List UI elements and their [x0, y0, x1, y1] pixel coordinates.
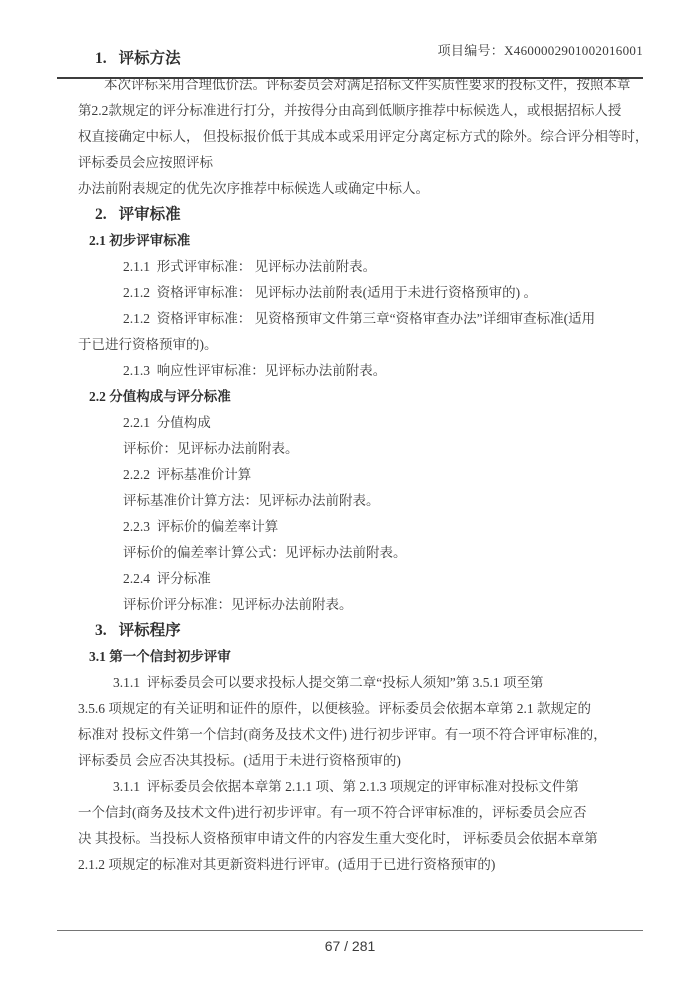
heading-title: 评审标准 [118, 206, 181, 223]
text-line: 评标价评分标准：见评标办法前附表。 [123, 597, 353, 612]
document-body [78, 46, 648, 878]
text-line: 权直接确定中标人， 但投标报价低于其成本或采用评定分离定标方式的除外。综合评分相等时， [78, 129, 649, 144]
text-line: 评标价的偏差率计算公式：见评标办法前附表。 [123, 545, 407, 560]
page-number: 67 / 281 [324, 938, 376, 954]
subsection-heading-3-1: 3.1 第一个信封初步评审 [89, 649, 231, 664]
text-line: 2.2.4 评分标准 [123, 571, 211, 586]
text-line: 2.2.2 评标基准价计算 [123, 467, 252, 482]
text-line: 3.1.1 评标委员会可以要求投标人提交第二章“投标人须知”第 3.5.1 项至第 [113, 675, 544, 690]
text-line: 2.1.1 形式评审标准： 见评标办法前附表。 [123, 259, 377, 274]
text-line: 2.1.2 项规定的标准对其更新资料进行评审。(适用于已进行资格预审的) [78, 857, 496, 872]
heading-title: 评标程序 [118, 622, 181, 639]
text-line: 2.1.2 资格评审标准： 见评标办法前附表(适用于未进行资格预审的) 。 [123, 285, 537, 300]
text-line: 本次评标采用合理低价法。评标委员会对满足招标文件实质性要求的投标文件，按照本章 [104, 77, 631, 92]
footer-rule [57, 930, 643, 931]
text-line: 办法前附表规定的优先次序推荐中标候选人或确定中标人。 [78, 181, 429, 196]
text-line: 评标价：见评标办法前附表。 [123, 441, 299, 456]
subsection-heading-2-2: 2.2 分值构成与评分标准 [89, 389, 231, 404]
text-line: 评标基准价计算方法：见评标办法前附表。 [123, 493, 380, 508]
heading-number: 2. [95, 206, 107, 223]
section-heading-3 [78, 618, 648, 644]
text-line: 2.1.2 资格评审标准： 见资格预审文件第三章“资格审查办法”详细审查标准(适用 [123, 311, 596, 326]
text-line: 3.1.1 评标委员会依据本章第 2.1.1 项、第 2.1.3 项规定的评审标准对投标文件第 [113, 779, 579, 794]
heading-number: 3. [95, 622, 107, 639]
text-line: 一个信封(商务及技术文件)进行初步评审。有一项不符合评审标准的，评标委员会应否 [78, 805, 587, 820]
text-line: 2.2.3 评标价的偏差率计算 [123, 519, 279, 534]
text-line: 2.2.1 分值构成 [123, 415, 211, 430]
subsection-heading-2-1: 2.1 初步评审标准 [89, 233, 191, 248]
heading-title: 评标方法 [118, 50, 181, 67]
project-number: 项目编号：X4600002901002016001 [437, 43, 643, 58]
section-heading-2 [78, 202, 648, 228]
text-line: 第2.2款规定的评分标准进行打分，并按得分由高到低顺序推荐中标候选人，或根据招标人授 [78, 103, 622, 118]
text-line: 2.1.3 响应性评审标准：见评标办法前附表。 [123, 363, 387, 378]
section-heading-1 [78, 46, 648, 72]
text-line: 于已进行资格预审的)。 [78, 337, 218, 352]
heading-number: 1. [95, 50, 107, 67]
text-line: 评标委员会应按照评标 [78, 155, 213, 170]
text-line: 决 其投标。当投标人资格预审申请文件的内容发生重大变化时， 评标委员会依据本章第 [78, 831, 598, 846]
text-line: 评标委员 会应否决其投标。(适用于未进行资格预审的) [78, 753, 401, 768]
text-line: 3.5.6 项规定的有关证明和证件的原件，以便核验。评标委员会依据本章第 2.1 款规定的 [78, 701, 591, 716]
text-line: 标准对 投标文件第一个信封(商务及技术文件) 进行初步评审。有一项不符合评审标准的， [78, 727, 607, 742]
